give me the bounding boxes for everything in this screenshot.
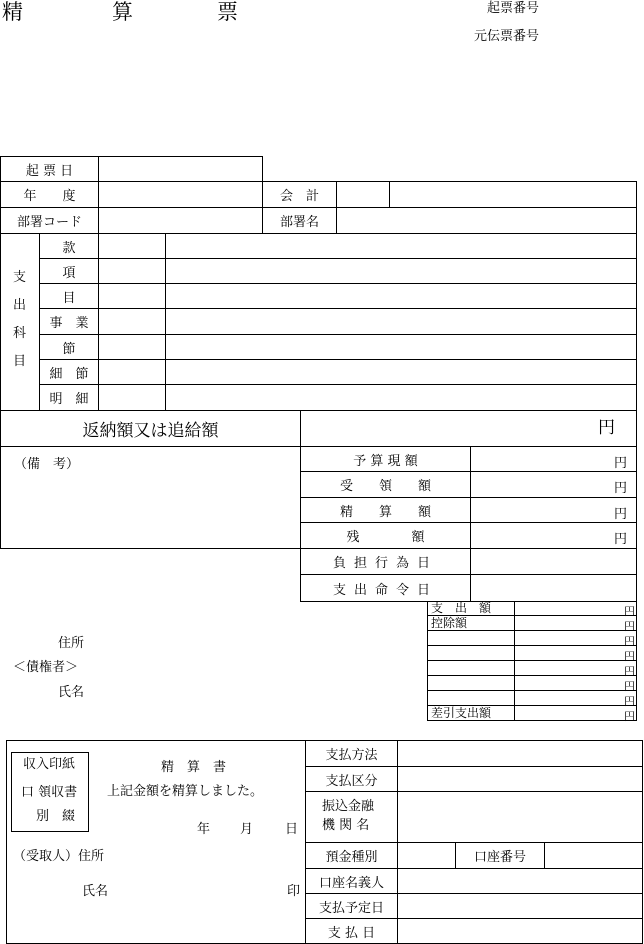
kamoku-setsu: 節	[62, 341, 76, 357]
motoden-bango-label: 元伝票番号	[474, 29, 540, 44]
receiver-name-label: 氏名	[82, 884, 109, 899]
payment-yen-5: 円	[624, 665, 635, 678]
payment-yen-2: 円	[624, 620, 635, 633]
creditor-name-label: 氏名	[58, 685, 85, 700]
kamoku-meisai: 明 細	[49, 392, 89, 407]
busho-code-label: 部署コード	[16, 215, 82, 230]
account-holder-label: 口座名義人	[318, 875, 384, 891]
seisan-statement: 上記金額を精算しました。	[107, 784, 264, 799]
zan-yen: 円	[614, 532, 628, 547]
account-number-label: 口座番号	[473, 850, 526, 865]
title-char-sei: 精	[2, 0, 23, 24]
payment-method-label: 支払方法	[325, 748, 378, 763]
bank-label-line2: 機 関 名	[322, 818, 370, 833]
shishutsu-vertical-1: 支	[13, 270, 27, 285]
kihyo-bi-label: 起 票 日	[25, 163, 74, 179]
payment-yen-3: 円	[624, 635, 635, 648]
seisan-gaku-label: 精 算 額	[339, 504, 431, 520]
juryo-yen: 円	[614, 481, 628, 496]
juryo-gaku-label: 受 領 額	[339, 479, 431, 494]
receiver-address-label: （受取人）住所	[13, 849, 105, 864]
kojo-gaku-label: 控除額	[431, 616, 468, 630]
stamp-title: 収入印紙	[23, 757, 76, 772]
deposit-type-label: 預金種別	[325, 850, 378, 865]
biko-label: （備 考）	[14, 457, 80, 472]
date-year-label: 年	[197, 822, 211, 837]
kamoku-moku: 目	[62, 290, 76, 306]
title-char-hyo: 票	[217, 0, 238, 24]
futan-koi-bi-label: 負担行為日	[332, 556, 438, 571]
bank-label-line1: 振込金融	[322, 799, 375, 814]
yosan-gengaku-label: 予 算 現 額	[353, 453, 418, 469]
date-day-label: 日	[285, 822, 299, 837]
yosan-yen: 円	[614, 456, 628, 471]
shishutsu-meirei-bi-label: 支出命令日	[332, 582, 438, 598]
kamoku-saisetsu: 細 節	[49, 366, 89, 382]
sashihiki-label: 差引支出額	[431, 706, 492, 720]
payment-yen-8: 円	[624, 710, 635, 723]
date-month-label: 月	[240, 822, 254, 837]
payment-yen-7: 円	[624, 695, 635, 708]
payment-date-label: 支 払 日	[327, 925, 376, 941]
payment-yen-4: 円	[624, 650, 635, 663]
seal-label: 印	[287, 884, 301, 899]
kihyo-bango-label: 起票番号	[487, 1, 540, 16]
stamp-option: 口 領収書	[21, 785, 78, 800]
busho-mei-label: 部署名	[279, 215, 319, 230]
kamoku-kan: 款	[62, 240, 76, 256]
seisansho-heading: 精 算 書	[161, 760, 227, 775]
shishutsu-vertical-4: 目	[13, 354, 27, 369]
kaikei-label: 会 計	[279, 189, 319, 204]
payment-category-label: 支払区分	[325, 773, 378, 789]
shishutsu-gaku-label: 支 出 額	[431, 601, 492, 615]
seisan-yen: 円	[614, 507, 628, 522]
shishutsu-vertical-3: 科	[13, 326, 27, 341]
henno-yen: 円	[598, 418, 615, 438]
creditor-address-label: 住所	[58, 636, 85, 651]
henno-label: 返納額又は追給額	[82, 421, 219, 441]
title-char-san: 算	[112, 0, 133, 24]
nendo-label: 年 度	[23, 189, 76, 204]
payment-yen-6: 円	[624, 680, 635, 693]
kamoku-ko: 項	[62, 265, 76, 281]
zan-gaku-label: 残 額	[346, 530, 425, 545]
stamp-sub: 別 綴	[36, 809, 76, 824]
creditor-title: ＜債権者＞	[13, 660, 79, 675]
shishutsu-vertical-2: 出	[13, 298, 27, 313]
payment-yen-1: 円	[624, 605, 635, 618]
kamoku-jigyo: 事 業	[49, 316, 89, 331]
scheduled-date-label: 支払予定日	[318, 900, 384, 916]
